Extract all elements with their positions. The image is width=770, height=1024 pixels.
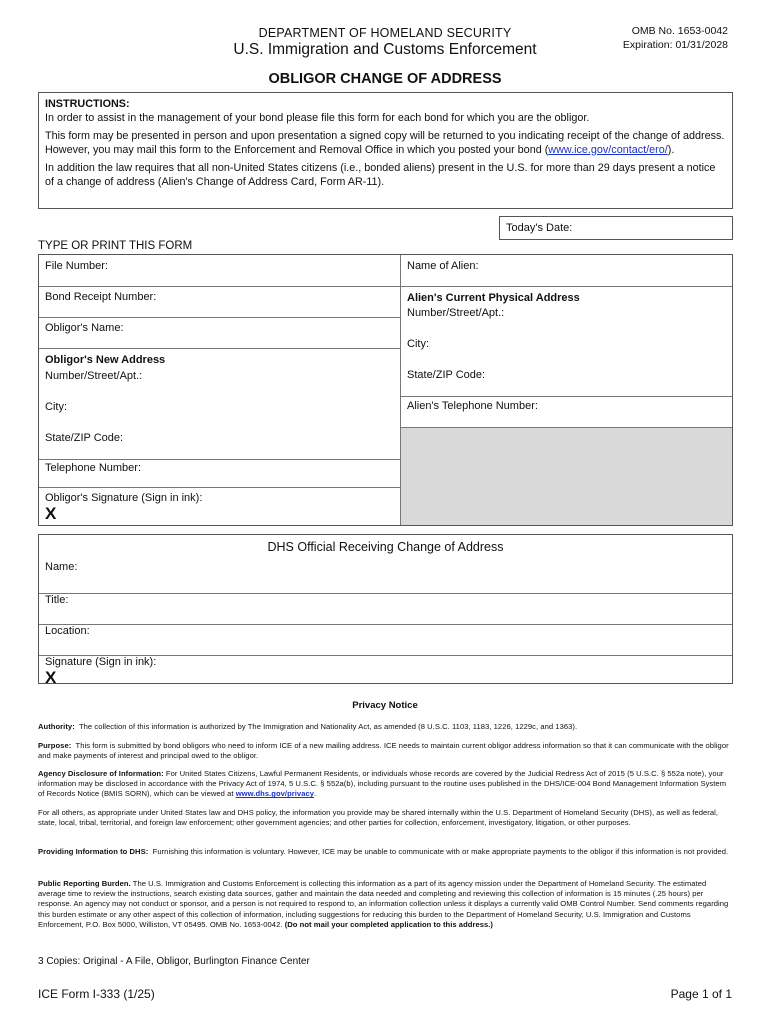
obligor-telephone-field[interactable]: Telephone Number:	[45, 462, 142, 474]
dhs-name-field[interactable]: Name:	[45, 561, 78, 573]
privacy-notice-heading: Privacy Notice	[352, 700, 418, 711]
dhs-privacy-link[interactable]: www.dhs.gov/privacy	[235, 789, 315, 799]
shaded-area	[401, 428, 732, 525]
instructions-box	[38, 92, 733, 209]
instructions-heading: INSTRUCTIONS:	[45, 98, 130, 110]
alien-telephone-field[interactable]: Alien's Telephone Number:	[407, 400, 538, 412]
form-title: OBLIGOR CHANGE OF ADDRESS	[268, 71, 502, 87]
alien-state-zip-field[interactable]: State/ZIP Code:	[407, 369, 486, 381]
expiration-date: Expiration: 01/31/2028	[622, 39, 728, 51]
instructions-paragraph-3: In addition the law requires that all non-United States citizens (i.e., bonded aliens) present in the U.S. for more than 29 days present a notice of a change of address (Alien's Change of Address Card, Form AR-11).	[45, 162, 716, 188]
dhs-signature-field[interactable]: Signature (Sign in ink): X	[39, 651, 732, 684]
file-number-field[interactable]: File Number:	[45, 260, 108, 272]
divider	[401, 427, 732, 428]
obligor-signature-field[interactable]: Obligor's Signature (Sign in ink): X	[39, 487, 400, 525]
department-heading: DEPARTMENT OF HOMELAND SECURITY	[258, 26, 512, 40]
privacy-authority: Authority: The collection of this information is authorized by The Immigration and Nationality Act, as amended (8 U.S.C. 1103, 1183, 1226, 1229c, and 1363).	[38, 722, 578, 731]
obligor-city-field[interactable]: City:	[45, 401, 67, 413]
instructions-paragraph-2: This form may be presented in person and upon presentation a signed copy will be returned to you indicating receipt of the change of address. However, you may mail this form to the Enforcement and Removal Office in which you posted your bond (www.ice.gov/contact/ero/).	[45, 130, 725, 156]
obligor-form-grid	[38, 254, 733, 526]
alien-address-heading: Alien's Current Physical Address	[407, 292, 580, 304]
alien-city-field[interactable]: City:	[407, 338, 429, 350]
alien-name-field[interactable]: Name of Alien:	[407, 260, 479, 272]
dhs-signature-x-mark: X	[45, 668, 57, 687]
privacy-others: For all others, as appropriate under United States law and DHS policy, the information you provide may be shared internally within the U.S. Department of Homeland Security (DHS), as well as federal, state, local, tribal, territorial, and foreign law enforcement; other government agencies; and other parties for collection, enforcement, investigatory, litigation, or other purposes.	[38, 808, 719, 828]
page-number: Page 1 of 1	[670, 987, 732, 1001]
privacy-reporting-burden: Public Reporting Burden. The U.S. Immigration and Customs Enforcement is collecting this information as a part of its agency mission under the Department of Homeland Security. The estimated average time to review the instructions, search existing data sources, gather and maintain the data needed and completing and reviewing this collection of information is 15 minutes (.25 hours) per response. An agency may not conduct or sponsor, and a person is not required to respond to, an information collection unless it displays a currently valid OMB Control Number. Send comments regarding this burden estimate or any other aspect of this collection of information, including suggestions for reducing this burden to the Department of Homeland Security, U.S. Immigration and Customs Enforcement, P.O. Box 5000, Williston, VT 05495. OMB No. 1653-0042. (Do not mail your completed application to this address.)	[38, 879, 729, 929]
obligor-name-field[interactable]: Obligor's Name:	[45, 322, 124, 334]
ero-contact-link[interactable]: www.ice.gov/contact/ero/	[548, 144, 668, 156]
type-or-print-note: TYPE OR PRINT THIS FORM	[38, 240, 193, 252]
agency-heading: U.S. Immigration and Customs Enforcement	[233, 41, 537, 58]
copies-note: 3 Copies: Original - A File, Obligor, Burlington Finance Center	[38, 956, 310, 967]
obligor-state-zip-field[interactable]: State/ZIP Code:	[45, 432, 124, 444]
signature-x-mark: X	[45, 504, 57, 523]
todays-date-label: Today's Date:	[506, 222, 573, 234]
dhs-location-field[interactable]: Location:	[45, 625, 90, 637]
bond-receipt-field[interactable]: Bond Receipt Number:	[45, 291, 157, 303]
form-id: ICE Form I-333 (1/25)	[38, 987, 155, 1001]
privacy-providing-information: Providing Information to DHS: Furnishing this information is voluntary. However, ICE may be unable to communicate with or make appropriate payments to the obligor if this information is not provided.	[38, 847, 729, 856]
obligor-street-field[interactable]: Number/Street/Apt.:	[45, 370, 143, 382]
obligor-new-address-heading: Obligor's New Address	[45, 354, 166, 366]
privacy-agency-disclosure: Agency Disclosure of Information: For United States Citizens, Lawful Permanent Residents, or individuals whose records are covered by the Judicial Redress Act of 2015 (5 U.S.C. § 552a note), your information may be disclosed in accordance with the Privacy Act of 1974, 5 U.S.C. § 552a(b), including pursuant to the routine uses published in the DHS/ICE-004 Bond Management Information System of Records Notice (BMIS SORN), which can be viewed at www.dhs.gov/privacy.	[38, 769, 727, 799]
instructions-paragraph-1: In order to assist in the management of your bond please file this form for each bond for which you are the obligor.	[45, 112, 590, 124]
omb-number: OMB No. 1653-0042	[631, 25, 728, 37]
todays-date-field[interactable]	[499, 216, 733, 240]
omb-block	[623, 24, 728, 52]
alien-street-field[interactable]: Number/Street/Apt.:	[407, 307, 505, 319]
dhs-title-field[interactable]: Title:	[45, 594, 69, 606]
dhs-official-box	[38, 534, 733, 687]
dhs-section-title: DHS Official Receiving Change of Address	[267, 540, 504, 554]
privacy-purpose: Purpose: This form is submitted by bond obligors who need to inform ICE of a new mailing address. ICE needs to maintain current obligor address information so that it can communicate with the obligor and make payments of interest and principal owed to the obligor.	[38, 741, 729, 761]
